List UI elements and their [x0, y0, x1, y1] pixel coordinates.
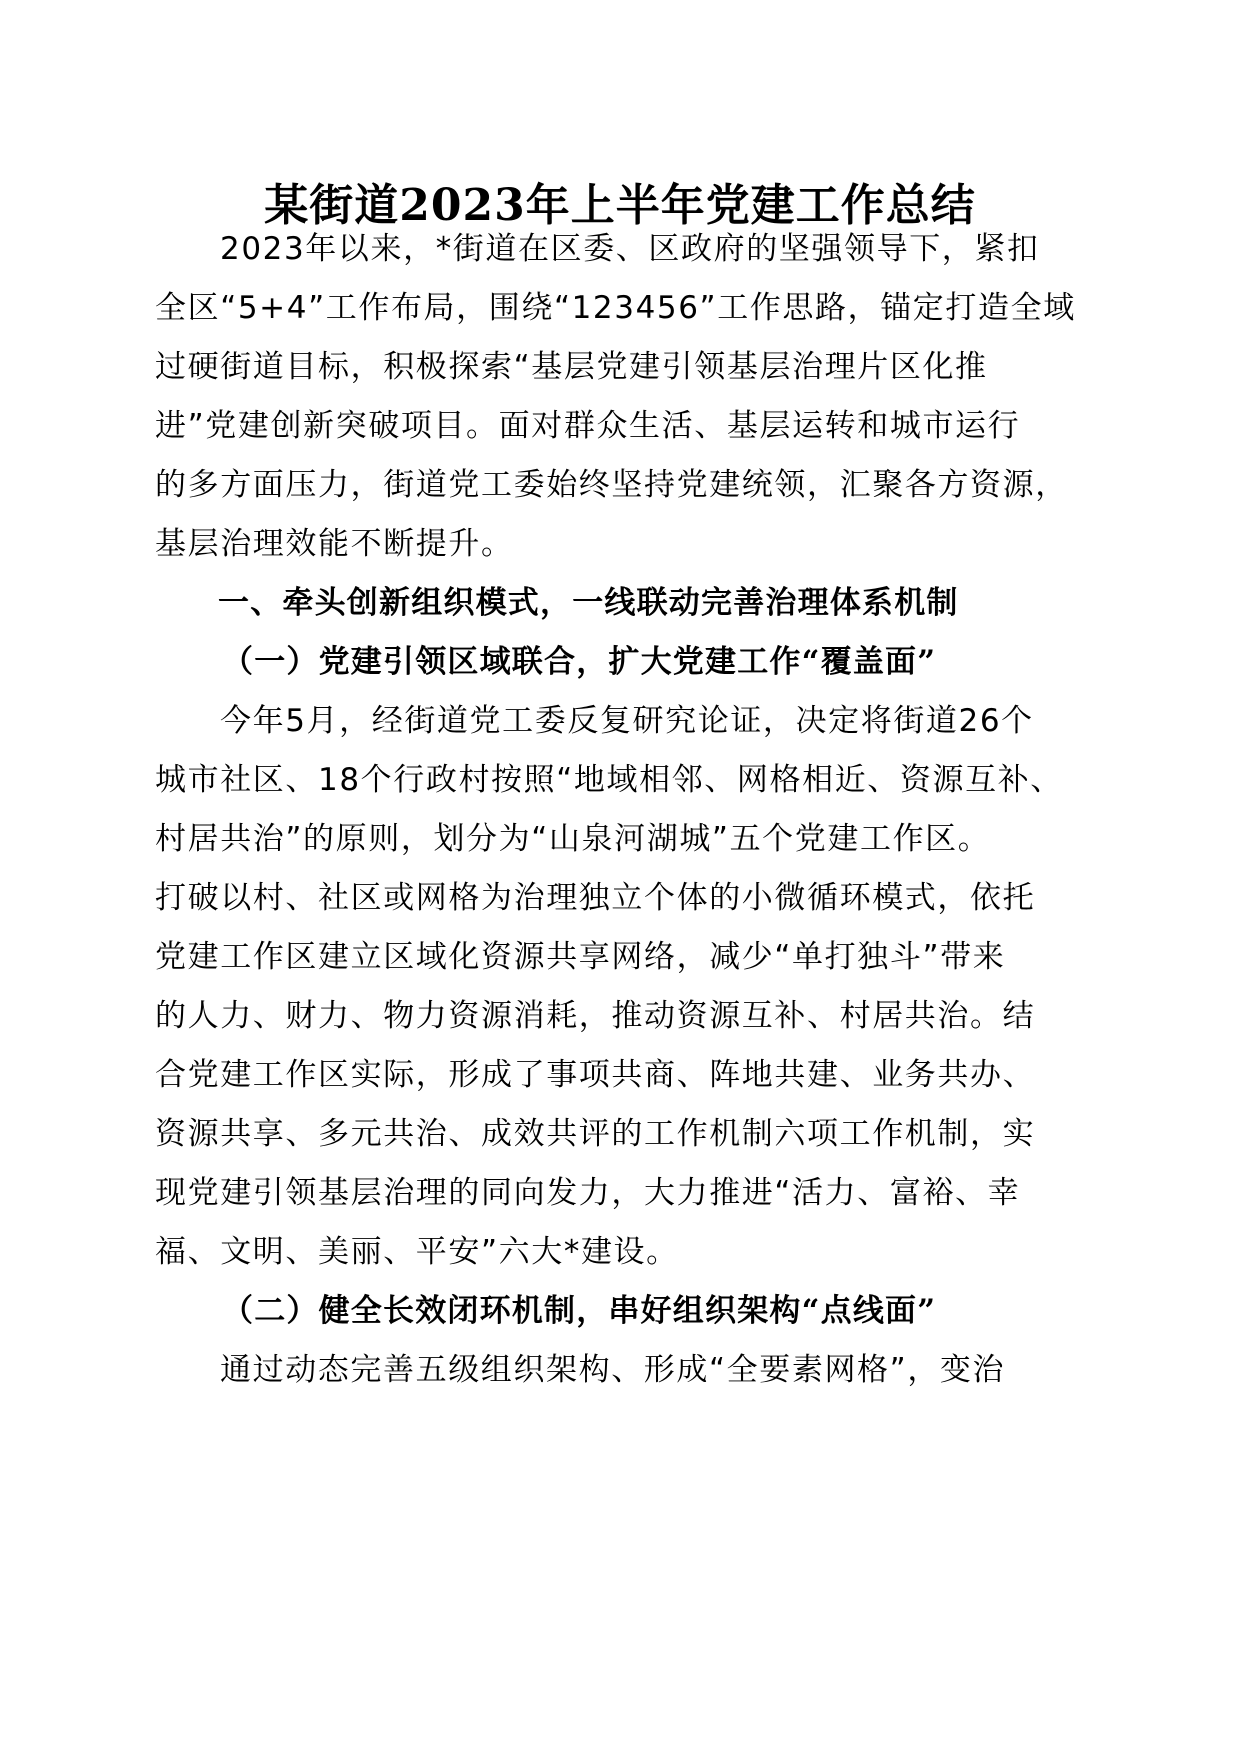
subsection1-line-9: 现党建引领基层治理的同向发力，大力推进“活力、富裕、幸	[155, 1175, 1021, 1211]
intro-line-6: 基层治理效能不断提升。	[155, 526, 514, 562]
intro-line-3: 过硬街道目标，积极探索“基层党建引领基层治理片区化推	[155, 349, 988, 385]
subsection2-line-1: 通过动态完善五级组织架构、形成“全要素网格”，变治	[220, 1352, 1006, 1388]
intro-line-4: 进”党建创新突破项目。面对群众生活、基层运转和城市运行	[155, 408, 1021, 444]
intro-line-2: 全区“5+4”工作布局，围绕“123456”工作思路，锚定打造全域	[155, 290, 1076, 326]
intro-line-5: 的多方面压力，街道党工委始终坚持党建统领，汇聚各方资源，	[155, 467, 1068, 503]
subsection1-line-2: 城市社区、18个行政村按照“地域相邻、网格相近、资源互补、	[155, 762, 1063, 798]
subsection1-line-10: 福、文明、美丽、平安”六大*建设。	[155, 1234, 679, 1270]
subsection1-line-3: 村居共治”的原则，划分为“山泉河湖城”五个党建工作区。	[155, 821, 991, 857]
subsection1-line-7: 合党建工作区实际，形成了事项共商、阵地共建、业务共办、	[155, 1057, 1036, 1093]
section-heading-1: 一、牵头创新组织模式，一线联动完善治理体系机制	[218, 585, 959, 621]
subsection1-line-1: 今年5月，经街道党工委反复研究论证，决定将街道26个	[220, 703, 1034, 739]
intro-line-1: 2023年以来，*街道在区委、区政府的坚强领导下，紧扣	[220, 231, 1040, 267]
subsection1-line-6: 的人力、财力、物力资源消耗，推动资源互补、村居共治。结	[155, 998, 1036, 1034]
subsection1-line-8: 资源共享、多元共治、成效共评的工作机制六项工作机制，实	[155, 1116, 1036, 1152]
subsection1-line-4: 打破以村、社区或网格为治理独立个体的小微循环模式，依托	[155, 880, 1036, 916]
subsection1-line-5: 党建工作区建立区域化资源共享网络，减少“单打独斗”带来	[155, 939, 1006, 975]
document-title: 某街道2023年上半年党建工作总结	[264, 180, 976, 231]
subsection-heading-2: （二）健全长效闭环机制，串好组织架构“点线面”	[222, 1293, 937, 1329]
subsection-heading-1: （一）党建引领区域联合，扩大党建工作“覆盖面”	[222, 644, 937, 680]
